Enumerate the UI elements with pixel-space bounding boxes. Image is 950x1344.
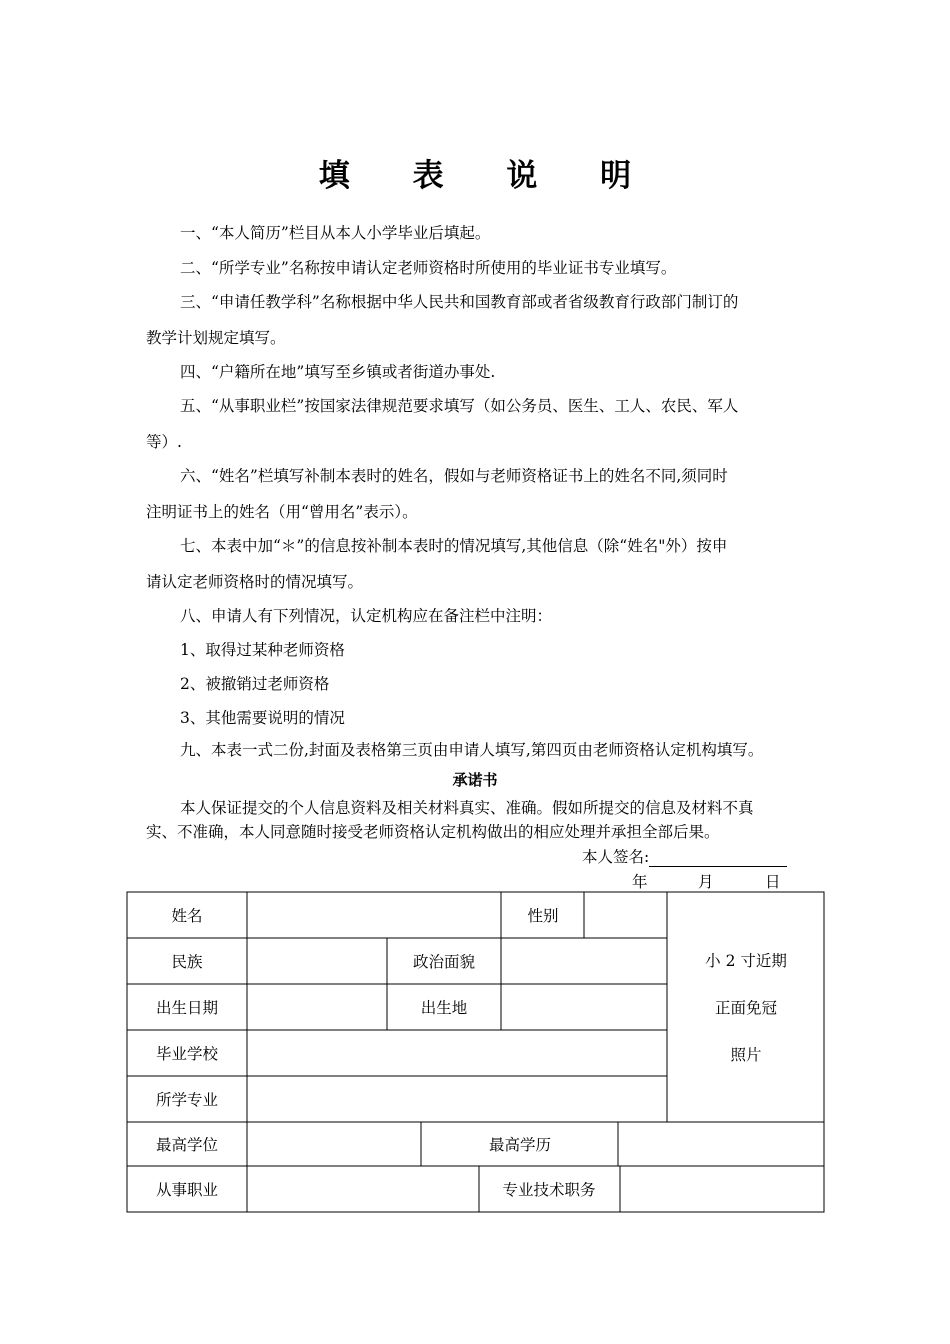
instruction-item-6-cont: 注明证书上的姓名（用“曾用名”表示）。: [146, 503, 418, 521]
professional-title-label: 专业技术职务: [502, 1181, 596, 1199]
instruction-item-8-3: 3、其他需要说明的情况: [180, 709, 345, 727]
pledge-title: 承诺书: [452, 771, 498, 789]
signature-label: 本人签名:: [582, 848, 650, 866]
birth-place-label: 出生地: [420, 999, 468, 1017]
form-border: [127, 892, 824, 1212]
gender-label: 性别: [527, 907, 559, 925]
photo-note-line-3: 照片: [730, 1046, 762, 1064]
pledge-text-cont: 实、不准确，本人同意随时接受老师资格认定机构做出的相应处理并承担全部后果。: [146, 823, 720, 841]
instruction-item-5: 五、“从事职业栏”按国家法律规范要求填写（如公务员、医生、工人、农民、军人: [180, 397, 739, 415]
instruction-item-8-2: 2、被撤销过老师资格: [180, 675, 330, 693]
photo-note-line-1: 小 2 寸近期: [705, 952, 787, 970]
instruction-item-1: 一、“本人简历”栏目从本人小学毕业后填起。: [180, 224, 491, 242]
instruction-item-6: 六、“姓名”栏填写补制本表时的姓名，假如与老师资格证书上的姓名不同,须同时: [180, 467, 728, 485]
instruction-item-2: 二、“所学专业”名称按申请认定老师资格时所使用的毕业证书专业填写。: [180, 259, 677, 277]
major-label: 所学专业: [155, 1091, 219, 1109]
instruction-item-7: 七、本表中加“＊”的信息按补制本表时的情况填写,其他信息（除“姓名"外）按申: [180, 537, 728, 555]
instruction-item-4: 四、“户籍所在地”填写至乡镇或者街道办事处.: [180, 363, 496, 381]
school-label: 毕业学校: [155, 1045, 219, 1063]
name-label: 姓名: [171, 907, 203, 925]
political-status-label: 政治面貌: [412, 953, 476, 971]
date-month-label: 月: [698, 873, 714, 891]
instruction-item-8-1: 1、取得过某种老师资格: [180, 641, 345, 659]
ethnicity-label: 民族: [171, 953, 203, 971]
pledge-text: 本人保证提交的个人信息资料及相关材料真实、准确。假如所提交的信息及材料不真: [180, 799, 754, 817]
photo-note-line-2: 正面免冠: [714, 999, 778, 1017]
instruction-item-7-cont: 请认定老师资格时的情况填写。: [146, 573, 364, 591]
birth-date-label: 出生日期: [155, 999, 219, 1017]
instruction-item-3-cont: 教学计划规定填写。: [146, 329, 286, 347]
signature-line: [649, 850, 787, 867]
page-title: 填 表 说 明: [318, 158, 658, 194]
instruction-item-8: 八、申请人有下列情况，认定机构应在备注栏中注明：: [180, 607, 553, 625]
date-year-label: 年: [632, 873, 648, 891]
highest-education-label: 最高学历: [488, 1136, 552, 1154]
instruction-item-9: 九、本表一式二份,封面及表格第三页由申请人填写,第四页由老师资格认定机构填写。: [180, 741, 764, 759]
highest-degree-label: 最高学位: [155, 1136, 219, 1154]
occupation-label: 从事职业: [155, 1181, 219, 1199]
instruction-item-5-cont: 等）.: [146, 433, 182, 451]
signature-field[interactable]: [582, 845, 787, 867]
date-day-label: 日: [765, 873, 781, 891]
instruction-item-3: 三、“申请任教学科”名称根据中华人民共和国教育部或者省级教育行政部门制订的: [180, 293, 739, 311]
